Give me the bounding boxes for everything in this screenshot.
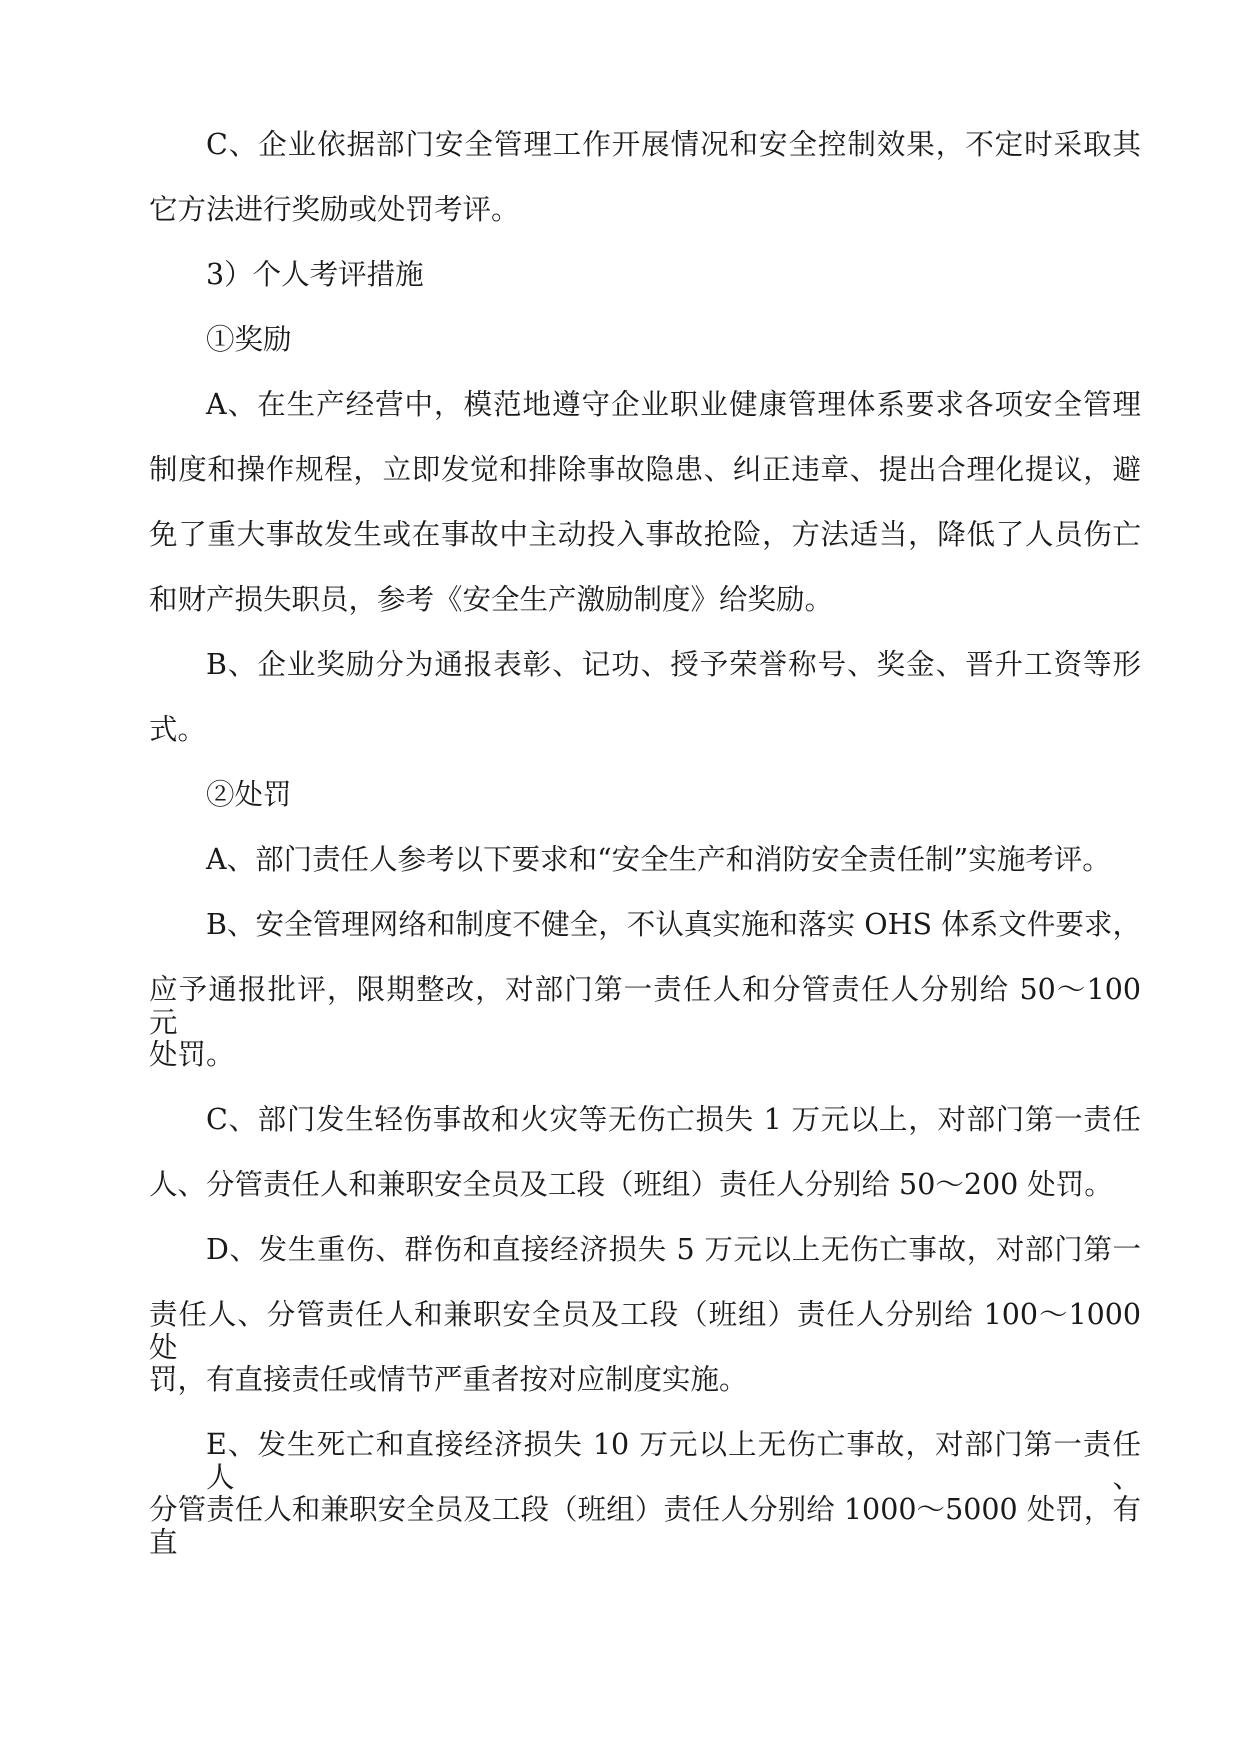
text-line: 人、分管责任人和兼职安全员及工段（班组）责任人分别给 50～200 处罚。 [149,1168,1113,1201]
text-line: 处罚。 [149,1038,235,1071]
text-line: 式。 [149,713,207,746]
subsection-heading: ①奖励 [206,323,292,356]
section-heading: 3）个人考评措施 [206,258,424,291]
document-body [149,128,1141,1558]
subsection-heading: ②处罚 [206,778,292,811]
text-line: C、部门发生轻伤事故和火灾等无伤亡损失 1 万元以上，对部门第一责任 [206,1103,1141,1136]
text-line: B、安全管理网络和制度不健全，不认真实施和落实 OHS 体系文件要求， [206,908,1141,941]
text-line: C、企业依据部门安全管理工作开展情况和安全控制效果，不定时采取其 [206,128,1141,161]
text-line: E、发生死亡和直接经济损失 10 万元以上无伤亡事故，对部门第一责任人、 [206,1428,1141,1494]
text-line: 罚，有直接责任或情节严重者按对应制度实施。 [149,1363,748,1396]
text-line: 制度和操作规程，立即发觉和排除事故隐患、纠正违章、提出合理化提议，避 [149,453,1141,486]
text-line: 分管责任人和兼职安全员及工段（班组）责任人分别给 1000～5000 处罚，有直 [149,1493,1141,1559]
text-line: 应予通报批评，限期整改，对部门第一责任人和分管责任人分别给 50～100 元 [149,973,1141,1039]
text-line: B、企业奖励分为通报表彰、记功、授予荣誉称号、奖金、晋升工资等形 [206,648,1141,681]
text-line: 责任人、分管责任人和兼职安全员及工段（班组）责任人分别给 100～1000 处 [149,1298,1141,1364]
text-line: 免了重大事故发生或在事故中主动投入事故抢险，方法适当，降低了人员伤亡 [149,518,1141,551]
text-line: A、在生产经营中，模范地遵守企业职业健康管理体系要求各项安全管理 [206,388,1141,421]
text-line: 它方法进行奖励或处罚考评。 [149,193,520,226]
text-line: 和财产损失职员，参考《安全生产激励制度》给奖励。 [149,583,834,616]
text-line: D、发生重伤、群伤和直接经济损失 5 万元以上无伤亡事故，对部门第一 [206,1233,1141,1266]
text-line: A、部门责任人参考以下要求和“安全生产和消防安全责任制”实施考评。 [206,843,1111,876]
